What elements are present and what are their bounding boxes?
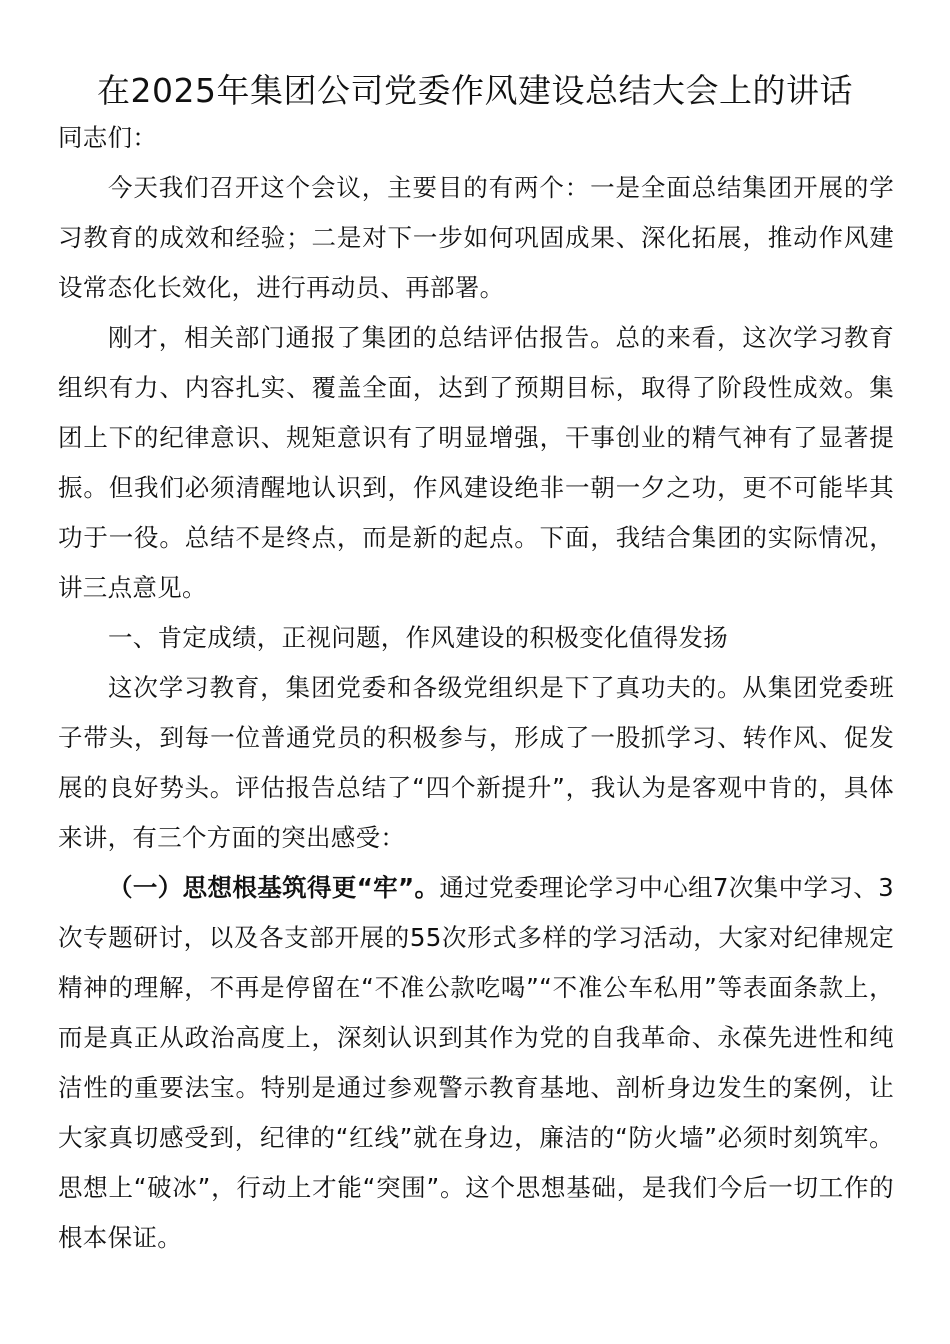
- paragraph-intro: 今天我们召开这个会议，主要目的有两个：一是全面总结集团开展的学习教育的成效和经验；二是对下一步如何巩固成果、深化拓展，推动作风建设常态化长效化，进行再动员、再部署。: [58, 173, 894, 302]
- document-title: 在2025年集团公司党委作风建设总结大会上的讲话: [97, 71, 853, 110]
- point-one-lead: （一）思想根基筑得更“牢”。: [108, 873, 440, 902]
- section-heading: 一、肯定成绩，正视问题，作风建设的积极变化值得发扬: [108, 623, 728, 652]
- paragraph-assessment: 刚才，相关部门通报了集团的总结评估报告。总的来看，这次学习教育组织有力、内容扎实、覆盖全面，达到了预期目标，取得了阶段性成效。集团上下的纪律意识、规矩意识有了明显增强，干事创业的精气神有了显著提振。但我们必须清醒地认识到，作风建设绝非一朝一夕之功，更不可能毕其功于一役。总结不是终点，而是新的起点。下面，我结合集团的实际情况，讲三点意见。: [58, 323, 894, 602]
- salutation: 同志们：: [58, 123, 158, 152]
- point-one-text: 通过党委理论学习中心组7次集中学习、3次专题研讨，以及各支部开展的55次形式多样的学习活动，大家对纪律规定精神的理解，不再是停留在“不准公款吃喝”“不准公车私用”等表面条款上，而是真正从政治高度上，深刻认识到其作为党的自我革命、永葆先进性和纯洁性的重要法宝。特别是通过参观警示教育基地、剖析身边发生的案例，让大家真切感受到，纪律的“红线”就在身边，廉洁的“防火墙”必须时刻筑牢。思想上“破冰”，行动上才能“突围”。这个思想基础，是我们今后一切工作的根本保证。: [58, 873, 894, 1252]
- paragraph-section-one: 这次学习教育，集团党委和各级党组织是下了真功夫的。从集团党委班子带头，到每一位普通党员的积极参与，形成了一股抓学习、转作风、促发展的良好势头。评估报告总结了“四个新提升”，我认为是客观中肯的，具体来讲，有三个方面的突出感受：: [58, 673, 894, 852]
- document-body: [58, 113, 894, 1263]
- paragraph-point-one: [58, 863, 894, 1263]
